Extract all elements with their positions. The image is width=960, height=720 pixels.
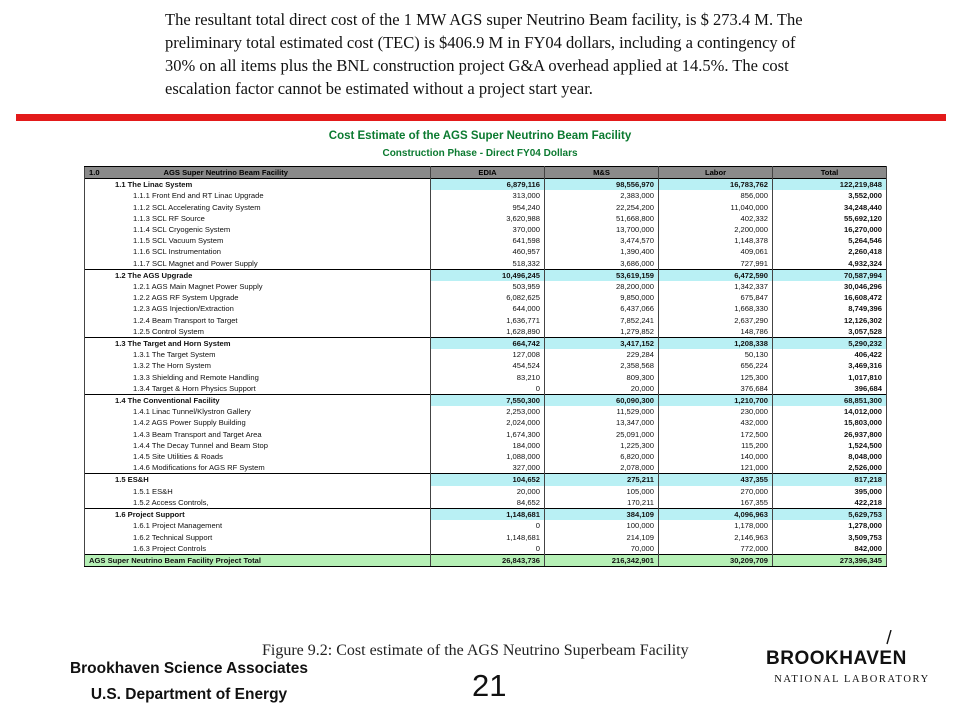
- edia-cell: 2,024,000: [431, 417, 545, 428]
- figure-caption: Figure 9.2: Cost estimate of the AGS Neutrino Superbeam Facility: [262, 642, 689, 659]
- item-row: [85, 383, 887, 395]
- labor-cell: 270,000: [659, 486, 773, 497]
- item-row: [85, 202, 887, 213]
- row-label: 1.5.2 Access Controls,: [85, 497, 431, 509]
- ms-cell: 229,284: [545, 349, 659, 360]
- ms-cell: 60,090,300: [545, 395, 659, 407]
- row-label: 1.4.5 Site Utilities & Roads: [85, 451, 431, 462]
- edia-cell: 1,636,771: [431, 315, 545, 326]
- edia-cell: 1,148,681: [431, 532, 545, 543]
- row-label: 1.4.4 The Decay Tunnel and Beam Stop: [85, 440, 431, 451]
- edia-cell: 954,240: [431, 202, 545, 213]
- section-row: [85, 338, 887, 350]
- total-cell: 122,219,848: [773, 179, 887, 191]
- section-row: [85, 509, 887, 521]
- labor-cell: 11,040,000: [659, 202, 773, 213]
- header-labor: Labor: [659, 167, 773, 179]
- item-row: [85, 486, 887, 497]
- labor-cell: 656,224: [659, 360, 773, 371]
- section-row: [85, 179, 887, 191]
- item-row: [85, 213, 887, 224]
- ms-cell: 1,225,300: [545, 440, 659, 451]
- item-row: [85, 360, 887, 371]
- edia-cell: 0: [431, 543, 545, 555]
- edia-cell: 3,620,988: [431, 213, 545, 224]
- edia-cell: 460,957: [431, 246, 545, 257]
- total-cell: 2,260,418: [773, 246, 887, 257]
- labor-cell: 2,146,963: [659, 532, 773, 543]
- row-label: 1.6.2 Technical Support: [85, 532, 431, 543]
- logo-subtitle: NATIONAL LABORATORY: [774, 674, 930, 685]
- ms-cell: 2,383,000: [545, 190, 659, 201]
- edia-cell: 644,000: [431, 303, 545, 314]
- ms-cell: 3,417,152: [545, 338, 659, 350]
- edia-cell: 1,088,000: [431, 451, 545, 462]
- total-cell: 396,684: [773, 383, 887, 395]
- logo-mark-icon: [882, 630, 896, 646]
- row-label: 1.1.3 SCL RF Source: [85, 213, 431, 224]
- header-name: AGS Super Neutrino Beam Facility: [163, 168, 288, 177]
- total-cell: 4,932,324: [773, 258, 887, 270]
- labor-cell: 432,000: [659, 417, 773, 428]
- item-row: [85, 349, 887, 360]
- item-row: [85, 326, 887, 338]
- header-wbs: 1.0: [89, 168, 100, 177]
- row-label: 1.6.1 Project Management: [85, 520, 431, 531]
- table-subtitle: Construction Phase - Direct FY04 Dollars: [382, 148, 578, 159]
- section-row: [85, 269, 887, 281]
- item-row: [85, 303, 887, 314]
- ms-cell: 216,342,901: [545, 554, 659, 566]
- ms-cell: 9,850,000: [545, 292, 659, 303]
- total-cell: 5,290,232: [773, 338, 887, 350]
- row-label: 1.2.3 AGS Injection/Extraction: [85, 303, 431, 314]
- item-row: [85, 417, 887, 428]
- ms-cell: 100,000: [545, 520, 659, 531]
- ms-cell: 170,211: [545, 497, 659, 509]
- edia-cell: 6,082,625: [431, 292, 545, 303]
- total-cell: 2,526,000: [773, 462, 887, 474]
- total-cell: 817,218: [773, 474, 887, 486]
- labor-cell: 1,208,338: [659, 338, 773, 350]
- row-label: 1.5 ES&H: [85, 474, 431, 486]
- row-label: 1.4.1 Linac Tunnel/Klystron Gallery: [85, 406, 431, 417]
- row-label: 1.4 The Conventional Facility: [85, 395, 431, 407]
- org-line-1: Brookhaven Science Associates: [69, 660, 309, 677]
- edia-cell: 1,148,681: [431, 509, 545, 521]
- ms-cell: 7,852,241: [545, 315, 659, 326]
- red-divider: [16, 114, 946, 121]
- item-row: [85, 429, 887, 440]
- ms-cell: 11,529,000: [545, 406, 659, 417]
- total-cell: 12,126,302: [773, 315, 887, 326]
- labor-cell: 727,991: [659, 258, 773, 270]
- row-label: 1.1.5 SCL Vacuum System: [85, 235, 431, 246]
- header-total: Total: [773, 167, 887, 179]
- total-cell: 8,749,396: [773, 303, 887, 314]
- total-cell: 3,057,528: [773, 326, 887, 338]
- total-cell: 3,509,753: [773, 532, 887, 543]
- org-line-2: U.S. Department of Energy: [90, 686, 288, 703]
- edia-cell: 20,000: [431, 486, 545, 497]
- ms-cell: 70,000: [545, 543, 659, 555]
- total-cell: 1,524,500: [773, 440, 887, 451]
- total-cell: 70,587,994: [773, 269, 887, 281]
- total-cell: 3,552,000: [773, 190, 887, 201]
- ms-cell: 51,668,800: [545, 213, 659, 224]
- labor-cell: 30,209,709: [659, 554, 773, 566]
- row-label: 1.3.3 Shielding and Remote Handling: [85, 372, 431, 383]
- edia-cell: 518,332: [431, 258, 545, 270]
- item-row: [85, 190, 887, 201]
- item-row: [85, 497, 887, 509]
- labor-cell: 115,200: [659, 440, 773, 451]
- row-label: 1.1.2 SCL Accelerating Cavity System: [85, 202, 431, 213]
- item-row: [85, 372, 887, 383]
- edia-cell: 2,253,000: [431, 406, 545, 417]
- row-label: 1.3.4 Target & Horn Physics Support: [85, 383, 431, 395]
- labor-cell: 16,783,762: [659, 179, 773, 191]
- edia-cell: 127,008: [431, 349, 545, 360]
- labor-cell: 772,000: [659, 543, 773, 555]
- item-row: [85, 281, 887, 292]
- ms-cell: 1,279,852: [545, 326, 659, 338]
- ms-cell: 105,000: [545, 486, 659, 497]
- edia-cell: 184,000: [431, 440, 545, 451]
- total-cell: 5,264,546: [773, 235, 887, 246]
- total-cell: 5,629,753: [773, 509, 887, 521]
- row-label: 1.4.2 AGS Power Supply Building: [85, 417, 431, 428]
- ms-cell: 3,474,570: [545, 235, 659, 246]
- row-label: 1.2.1 AGS Main Magnet Power Supply: [85, 281, 431, 292]
- ms-cell: 28,200,000: [545, 281, 659, 292]
- row-label: 1.2 The AGS Upgrade: [85, 269, 431, 281]
- item-row: [85, 440, 887, 451]
- row-label: 1.4.6 Modifications for AGS RF System: [85, 462, 431, 474]
- ms-cell: 13,347,000: [545, 417, 659, 428]
- item-row: [85, 462, 887, 474]
- total-cell: 1,017,810: [773, 372, 887, 383]
- labor-cell: 1,668,330: [659, 303, 773, 314]
- total-cell: 16,270,000: [773, 224, 887, 235]
- edia-cell: 0: [431, 520, 545, 531]
- labor-cell: 230,000: [659, 406, 773, 417]
- edia-cell: 454,524: [431, 360, 545, 371]
- item-row: [85, 292, 887, 303]
- ms-cell: 98,556,970: [545, 179, 659, 191]
- total-cell: 1,278,000: [773, 520, 887, 531]
- total-cell: 14,012,000: [773, 406, 887, 417]
- labor-cell: 409,061: [659, 246, 773, 257]
- total-cell: 842,000: [773, 543, 887, 555]
- row-label: 1.3.1 The Target System: [85, 349, 431, 360]
- row-label: 1.1.1 Front End and RT Linac Upgrade: [85, 190, 431, 201]
- edia-cell: 0: [431, 383, 545, 395]
- labor-cell: 121,000: [659, 462, 773, 474]
- edia-cell: 83,210: [431, 372, 545, 383]
- ms-cell: 2,078,000: [545, 462, 659, 474]
- item-row: [85, 258, 887, 270]
- ms-cell: 6,820,000: [545, 451, 659, 462]
- ms-cell: 275,211: [545, 474, 659, 486]
- labor-cell: 1,210,700: [659, 395, 773, 407]
- labor-cell: 437,355: [659, 474, 773, 486]
- intro-paragraph: The resultant total direct cost of the 1 MW AGS super Neutrino Beam facility, is $ 273.4 M. The preliminary total estimated cost (TEC) is $406.9 M in FY04 dollars, including a contingency of 30% on all items plus the BNL construction project G&A overhead applied at 14.5%. The cost escalation factor cannot be estimated without a project start year.: [165, 10, 803, 98]
- ms-cell: 13,700,000: [545, 224, 659, 235]
- edia-cell: 84,652: [431, 497, 545, 509]
- total-cell: 422,218: [773, 497, 887, 509]
- labor-cell: 1,148,378: [659, 235, 773, 246]
- header-ms: M&S: [545, 167, 659, 179]
- edia-cell: 327,000: [431, 462, 545, 474]
- total-cell: 26,937,800: [773, 429, 887, 440]
- total-cell: 8,048,000: [773, 451, 887, 462]
- labor-cell: 2,200,000: [659, 224, 773, 235]
- section-row: [85, 474, 887, 486]
- header-edia: EDIA: [431, 167, 545, 179]
- labor-cell: 856,000: [659, 190, 773, 201]
- ms-cell: 214,109: [545, 532, 659, 543]
- table-header-row: [85, 167, 887, 179]
- ms-cell: 809,300: [545, 372, 659, 383]
- section-row: [85, 395, 887, 407]
- edia-cell: 26,843,736: [431, 554, 545, 566]
- row-label: 1.3.2 The Horn System: [85, 360, 431, 371]
- ms-cell: 2,358,568: [545, 360, 659, 371]
- ms-cell: 22,254,200: [545, 202, 659, 213]
- item-row: [85, 224, 887, 235]
- row-label: 1.1.6 SCL Instrumentation: [85, 246, 431, 257]
- total-cell: 15,803,000: [773, 417, 887, 428]
- header-wbs-name: [85, 167, 431, 179]
- labor-cell: 148,786: [659, 326, 773, 338]
- labor-cell: 402,332: [659, 213, 773, 224]
- edia-cell: 313,000: [431, 190, 545, 201]
- total-cell: 395,000: [773, 486, 887, 497]
- labor-cell: 675,847: [659, 292, 773, 303]
- row-label: 1.1.4 SCL Cryogenic System: [85, 224, 431, 235]
- total-cell: 406,422: [773, 349, 887, 360]
- item-row: [85, 406, 887, 417]
- labor-cell: 50,130: [659, 349, 773, 360]
- row-label: 1.1 The Linac System: [85, 179, 431, 191]
- footer-organization: [44, 656, 334, 708]
- item-row: [85, 235, 887, 246]
- row-label: 1.6 Project Support: [85, 509, 431, 521]
- table-title: Cost Estimate of the AGS Super Neutrino Beam Facility: [328, 130, 632, 142]
- row-label: 1.2.2 AGS RF System Upgrade: [85, 292, 431, 303]
- item-row: [85, 543, 887, 555]
- labor-cell: 140,000: [659, 451, 773, 462]
- item-row: [85, 315, 887, 326]
- labor-cell: 1,178,000: [659, 520, 773, 531]
- edia-cell: 503,959: [431, 281, 545, 292]
- total-cell: 34,248,440: [773, 202, 887, 213]
- labor-cell: 1,342,337: [659, 281, 773, 292]
- ms-cell: 384,109: [545, 509, 659, 521]
- labor-cell: 172,500: [659, 429, 773, 440]
- page-number: 21: [472, 668, 507, 703]
- total-cell: 68,851,300: [773, 395, 887, 407]
- ms-cell: 3,686,000: [545, 258, 659, 270]
- row-label: 1.2.4 Beam Transport to Target: [85, 315, 431, 326]
- ms-cell: 6,437,066: [545, 303, 659, 314]
- ms-cell: 1,390,400: [545, 246, 659, 257]
- total-row: [85, 554, 887, 566]
- edia-cell: 370,000: [431, 224, 545, 235]
- ms-cell: 53,619,159: [545, 269, 659, 281]
- item-row: [85, 520, 887, 531]
- labor-cell: 167,355: [659, 497, 773, 509]
- total-cell: 273,396,345: [773, 554, 887, 566]
- labor-cell: 125,300: [659, 372, 773, 383]
- edia-cell: 104,652: [431, 474, 545, 486]
- row-label: 1.6.3 Project Controls: [85, 543, 431, 555]
- logo-name: BROOKHAVEN: [766, 648, 907, 669]
- row-label: 1.1.7 SCL Magnet and Power Supply: [85, 258, 431, 270]
- edia-cell: 664,742: [431, 338, 545, 350]
- edia-cell: 641,598: [431, 235, 545, 246]
- row-label: 1.5.1 ES&H: [85, 486, 431, 497]
- brookhaven-logo: [752, 630, 952, 690]
- item-row: [85, 532, 887, 543]
- row-label: 1.2.5 Control System: [85, 326, 431, 338]
- row-label: 1.4.3 Beam Transport and Target Area: [85, 429, 431, 440]
- labor-cell: 6,472,590: [659, 269, 773, 281]
- edia-cell: 1,628,890: [431, 326, 545, 338]
- edia-cell: 1,674,300: [431, 429, 545, 440]
- edia-cell: 7,550,300: [431, 395, 545, 407]
- total-cell: 30,046,296: [773, 281, 887, 292]
- labor-cell: 376,684: [659, 383, 773, 395]
- total-cell: 16,608,472: [773, 292, 887, 303]
- row-label: 1.3 The Target and Horn System: [85, 338, 431, 350]
- edia-cell: 10,496,245: [431, 269, 545, 281]
- total-cell: 55,692,120: [773, 213, 887, 224]
- row-label: AGS Super Neutrino Beam Facility Project Total: [85, 554, 431, 566]
- item-row: [85, 246, 887, 257]
- labor-cell: 2,637,290: [659, 315, 773, 326]
- cost-estimate-table: [84, 166, 887, 567]
- ms-cell: 20,000: [545, 383, 659, 395]
- labor-cell: 4,096,963: [659, 509, 773, 521]
- edia-cell: 6,879,116: [431, 179, 545, 191]
- item-row: [85, 451, 887, 462]
- ms-cell: 25,091,000: [545, 429, 659, 440]
- total-cell: 3,469,316: [773, 360, 887, 371]
